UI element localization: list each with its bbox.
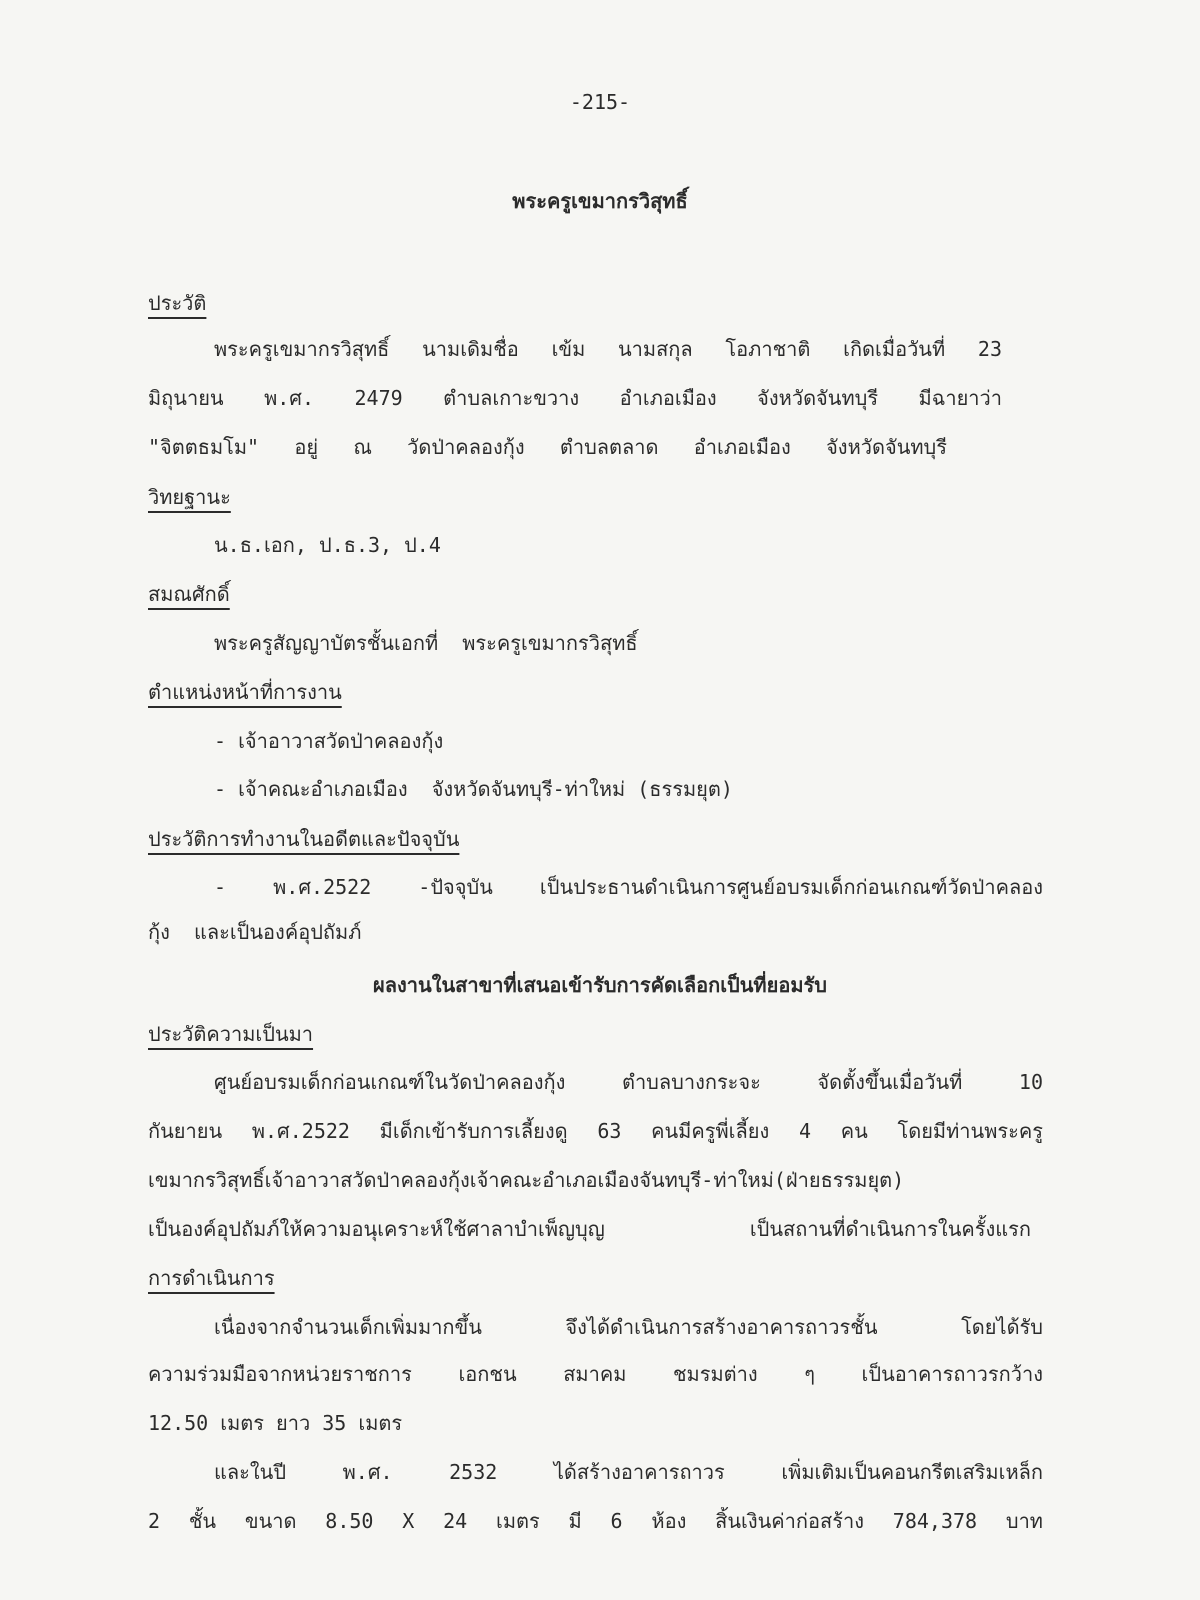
background-line: ศูนย์อบรมเด็กก่อนเกณฑ์ในวัดป่าคลองกุ้ง ตำบลบางกระจะ จัดตั้งขึ้นเมื่อวันที่ 10 (214, 1070, 1043, 1094)
background-line: เขมากรวิสุทธิ์เจ้าอาวาสวัดป่าคลองกุ้งเจ้าคณะอำเภอเมืองจันทบุรี-ท่าใหม่(ฝ่ายธรรมยุต) (148, 1168, 905, 1192)
work-history-line: กุ้ง และเป็นองค์อุปถัมภ์ (148, 920, 362, 944)
achievements-title: ผลงานในสาขาที่เสนอเข้ารับการคัดเลือกเป็นที่ยอมรับ (373, 973, 827, 997)
heading-rank: สมณศักดิ์ (148, 582, 230, 606)
page-number: -215- (569, 90, 631, 114)
operations-line: ความร่วมมือจากหน่วยราชการ เอกชน สมาคม ชมรมต่าง ๆ เป็นอาคารถาวรกว้าง (148, 1362, 1043, 1386)
heading-work-history: ประวัติการทำงานในอดีตและปัจจุบัน (148, 827, 460, 851)
operations-line: และในปี พ.ศ. 2532 ได้สร้างอาคารถาวร เพิ่มเติมเป็นคอนกรีตเสริมเหล็ก (214, 1460, 1043, 1484)
biography-line: พระครูเขมากรวิสุทธิ์ นามเดิมชื่อ เข้ม นามสกุล โอภาชาติ เกิดเมื่อวันที่ 23 (214, 337, 1002, 361)
biography-line: มิถุนายน พ.ศ. 2479 ตำบลเกาะขวาง อำเภอเมือง จังหวัดจันทบุรี มีฉายาว่า (148, 386, 1002, 410)
education-text: น.ธ.เอก, ป.ธ.3, ป.4 (214, 533, 441, 557)
background-line: เป็นองค์อุปถัมภ์ให้ความอนุเคราะห์ใช้ศาลาบำเพ็ญบุญ เป็นสถานที่ดำเนินการในครั้งแรก (148, 1217, 1031, 1241)
position-item: - เจ้าอาวาสวัดป่าคลองกุ้ง (214, 729, 444, 753)
rank-text: พระครูสัญญาบัตรชั้นเอกที่ พระครูเขมากรวิสุทธิ์ (214, 631, 638, 655)
heading-positions: ตำแหน่งหน้าที่การงาน (148, 680, 342, 704)
work-history-line: - พ.ศ.2522 -ปัจจุบัน เป็นประธานดำเนินการศูนย์อบรมเด็กก่อนเกณฑ์วัดป่าคลอง (214, 875, 1043, 899)
operations-line: 12.50 เมตร ยาว 35 เมตร (148, 1411, 403, 1435)
position-item: - เจ้าคณะอำเภอเมือง จังหวัดจันทบุรี-ท่าใหม่ (ธรรมยุต) (214, 777, 733, 801)
heading-operations: การดำเนินการ (148, 1266, 275, 1290)
operations-line: 2 ชั้น ขนาด 8.50 X 24 เมตร มี 6 ห้อง สิ้นเงินค่าก่อสร้าง 784,378 บาท (148, 1509, 1043, 1533)
operations-line: เนื่องจากจำนวนเด็กเพิ่มมากขึ้น จึงได้ดำเนินการสร้างอาคารถาวรชั้น โดยได้รับ (214, 1315, 1043, 1339)
biography-line: "จิตตธมโม" อยู่ ณ วัดป่าคลองกุ้ง ตำบลตลาด อำเภอเมือง จังหวัดจันทบุรี (148, 435, 947, 459)
heading-background: ประวัติความเป็นมา (148, 1022, 314, 1046)
background-line: กันยายน พ.ศ.2522 มีเด็กเข้ารับการเลี้ยงดู 63 คนมีครูพี่เลี้ยง 4 คน โดยมีท่านพระครู (148, 1119, 1043, 1143)
document-title: พระครูเขมากรวิสุทธิ์ (512, 189, 688, 213)
heading-biography: ประวัติ (148, 291, 207, 315)
heading-education: วิทยฐานะ (148, 485, 231, 509)
